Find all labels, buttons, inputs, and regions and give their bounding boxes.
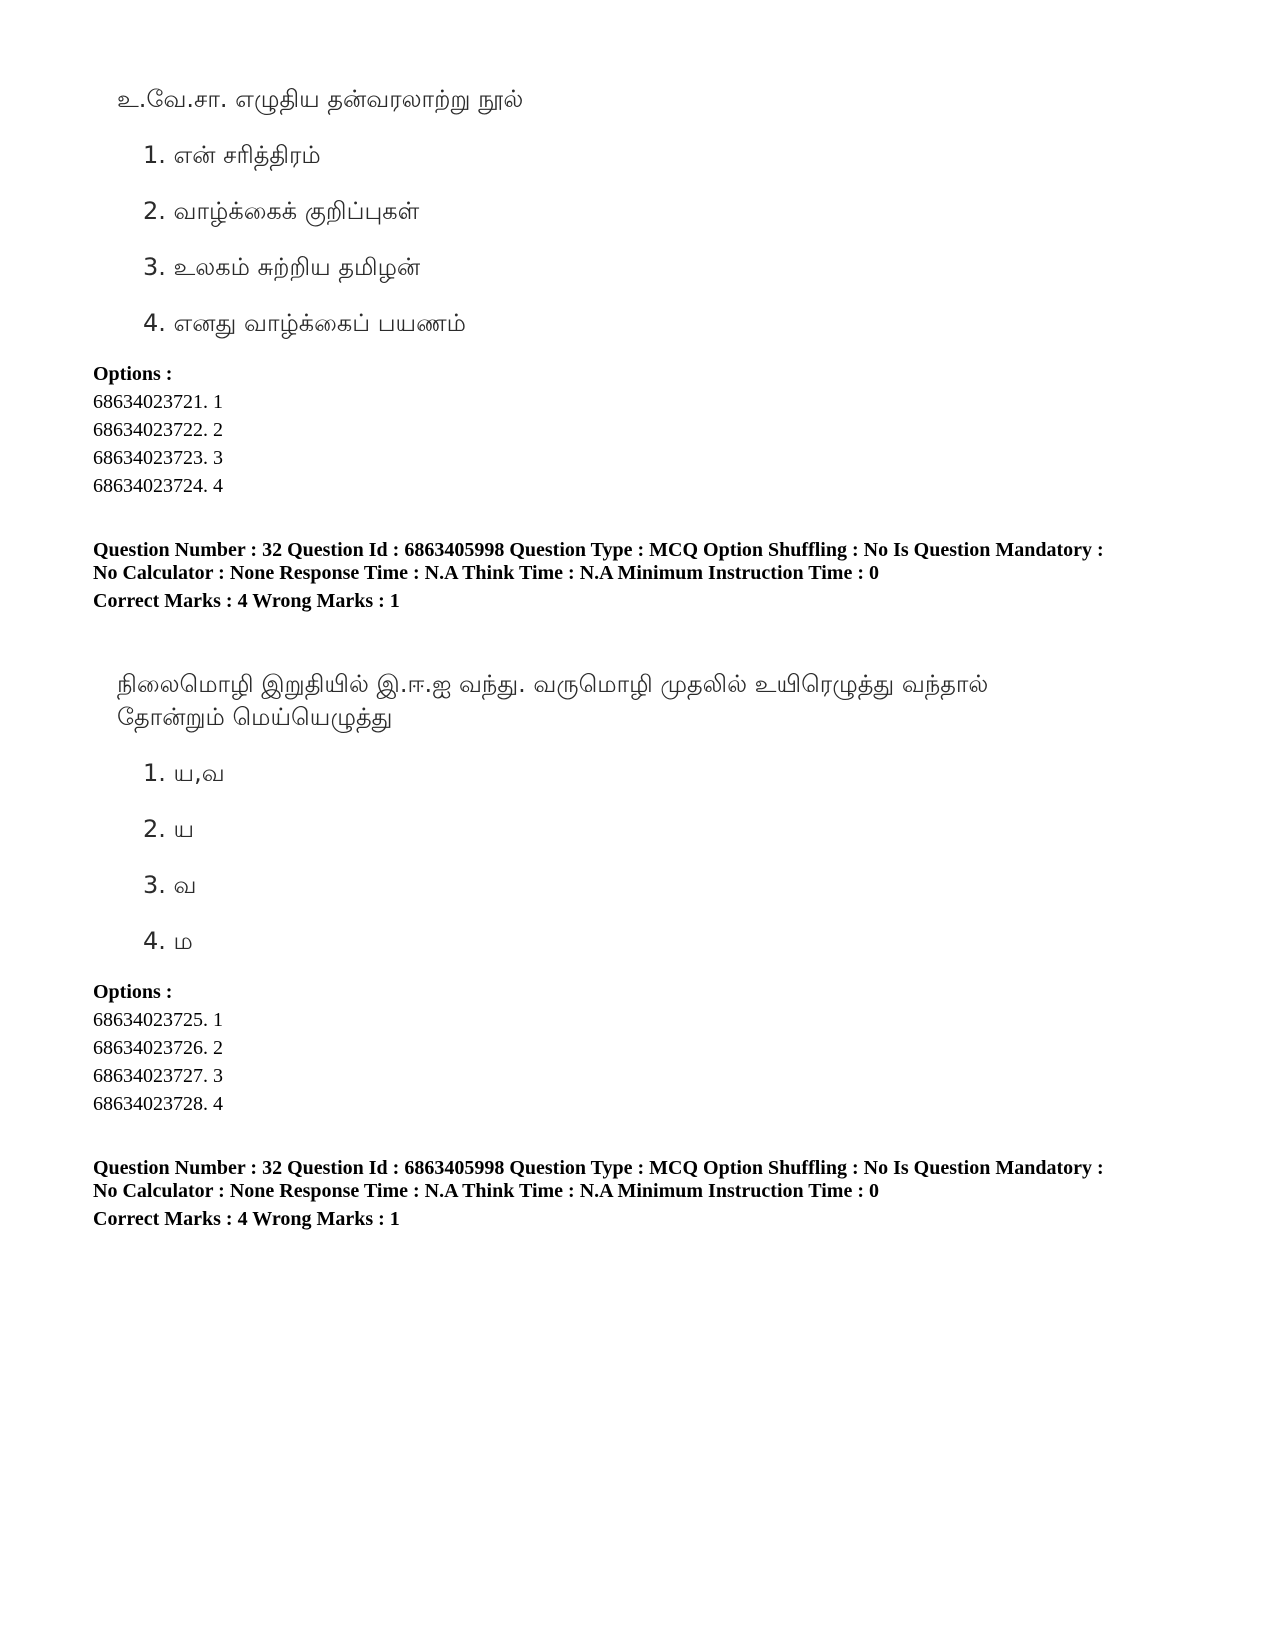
options-label: Options : <box>93 363 173 385</box>
options-label: Options : <box>93 981 173 1003</box>
choice-item: 4. எனது வாழ்க்கைப் பயணம் <box>143 309 466 337</box>
option-line: 68634023727. 3 <box>93 1065 223 1087</box>
marks-line: Correct Marks : 4 Wrong Marks : 1 <box>93 1208 400 1230</box>
option-line: 68634023728. 4 <box>93 1093 223 1115</box>
question-text: தோன்றும் மெய்யெழுத்து <box>117 703 393 731</box>
choice-item: 3. உலகம் சுற்றிய தமிழன் <box>143 253 421 281</box>
question-meta-line: Question Number : 32 Question Id : 6863405998 Question Type : MCQ Option Shuffling : No Is Question Mandatory : <box>93 1157 1104 1179</box>
question-text: நிலைமொழி இறுதியில் இ.ஈ.ஐ வந்து. வருமொழி முதலில் உயிரெழுத்து வந்தால் <box>117 670 989 698</box>
choice-item: 4. ம <box>143 927 193 955</box>
option-line: 68634023724. 4 <box>93 475 223 497</box>
option-line: 68634023723. 3 <box>93 447 223 469</box>
option-line: 68634023722. 2 <box>93 419 223 441</box>
choice-item: 1. என் சரித்திரம் <box>143 141 321 169</box>
choice-item: 1. ய,வ <box>143 759 225 787</box>
marks-line: Correct Marks : 4 Wrong Marks : 1 <box>93 590 400 612</box>
option-line: 68634023725. 1 <box>93 1009 223 1031</box>
question-meta-line: No Calculator : None Response Time : N.A Think Time : N.A Minimum Instruction Time : 0 <box>93 562 879 584</box>
question-meta-line: Question Number : 32 Question Id : 6863405998 Question Type : MCQ Option Shuffling : No Is Question Mandatory : <box>93 539 1104 561</box>
question-text: உ.வே.சா. எழுதிய தன்வரலாற்று நூல் <box>117 85 524 113</box>
choice-item: 3. வ <box>143 871 197 899</box>
option-line: 68634023721. 1 <box>93 391 223 413</box>
choice-item: 2. ய <box>143 815 195 843</box>
option-line: 68634023726. 2 <box>93 1037 223 1059</box>
question-meta-line: No Calculator : None Response Time : N.A Think Time : N.A Minimum Instruction Time : 0 <box>93 1180 879 1202</box>
choice-item: 2. வாழ்க்கைக் குறிப்புகள் <box>143 197 420 225</box>
